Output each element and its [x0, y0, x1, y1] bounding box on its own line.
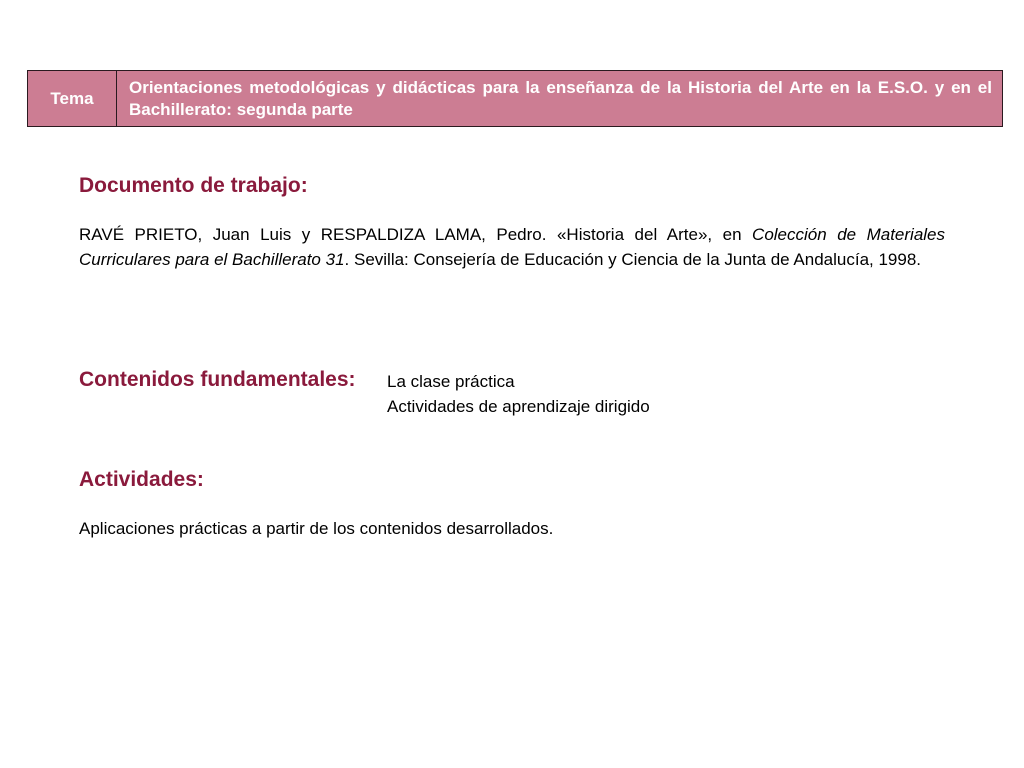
topic-header-table: [27, 70, 1003, 127]
citation-publisher: . Sevilla: Consejería de Educación y Ciencia de la Junta de Andalucía, 1998.: [344, 250, 922, 269]
contenidos-item: Actividades de aprendizaje dirigido: [387, 397, 650, 416]
actividades-heading: Actividades:: [79, 468, 204, 491]
documento-citation: [79, 222, 945, 272]
topic-label: Tema: [28, 71, 117, 127]
topic-header-row: [28, 71, 1003, 127]
actividades-text: Aplicaciones prácticas a partir de los contenidos desarrollados.: [79, 519, 554, 538]
contenidos-item: La clase práctica: [387, 372, 515, 391]
contenidos-heading: Contenidos fundamentales:: [79, 368, 356, 391]
contenidos-list: [387, 369, 650, 419]
citation-authors: RAVÉ PRIETO, Juan Luis y RESPALDIZA LAMA, Pedro. «Historia del Arte», en: [79, 225, 753, 244]
topic-title: Orientaciones metodológicas y didácticas para la enseñanza de la Historia del Arte en la E.S.O. y en el Bachillerato: segunda parte: [117, 71, 1003, 127]
citation-collection-title: Colección de Materiales Curriculares para el Bachillerato 31: [79, 225, 946, 269]
documento-heading: Documento de trabajo:: [79, 174, 308, 197]
